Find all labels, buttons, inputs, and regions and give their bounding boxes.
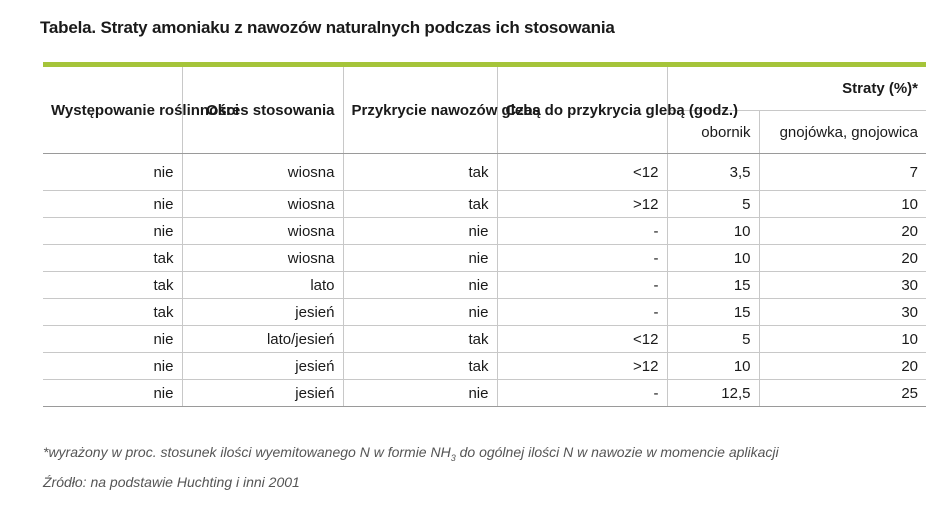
header-slurry: gnojówka, gnojowica xyxy=(759,111,926,154)
vegetation-cell: nie xyxy=(43,191,182,218)
table-row xyxy=(43,245,926,272)
slurry-cell: 30 xyxy=(759,299,926,326)
manure-cell: 5 xyxy=(667,191,759,218)
slurry-cell: 10 xyxy=(759,191,926,218)
cover-cell: nie xyxy=(343,299,497,326)
table-row xyxy=(43,272,926,299)
time-cell: >12 xyxy=(497,353,667,380)
slurry-cell: 10 xyxy=(759,326,926,353)
footnote-text: *wyrażony w proc. stosunek ilości wyemitowanego N w formie NH xyxy=(43,444,451,460)
table-row xyxy=(43,353,926,380)
slurry-cell: 20 xyxy=(759,218,926,245)
cover-cell: tak xyxy=(343,353,497,380)
period-cell: lato/jesień xyxy=(182,326,343,353)
cover-cell: nie xyxy=(343,245,497,272)
vegetation-cell: nie xyxy=(43,353,182,380)
cover-cell: nie xyxy=(343,272,497,299)
header-period: Okres stosowania xyxy=(182,67,343,154)
time-cell: >12 xyxy=(497,191,667,218)
manure-cell: 15 xyxy=(667,272,759,299)
time-cell: - xyxy=(497,380,667,407)
header-losses: Straty (%)* xyxy=(667,67,926,111)
manure-cell: 12,5 xyxy=(667,380,759,407)
vegetation-cell: tak xyxy=(43,299,182,326)
footnote-subscript: 3 xyxy=(450,452,456,463)
header-cover: Przykrycie nawozów glebą xyxy=(343,67,497,154)
header-manure: obornik xyxy=(667,111,759,154)
period-cell: jesień xyxy=(182,299,343,326)
vegetation-cell: tak xyxy=(43,245,182,272)
period-cell: wiosna xyxy=(182,154,343,191)
cover-cell: nie xyxy=(343,218,497,245)
manure-cell: 10 xyxy=(667,245,759,272)
cover-cell: tak xyxy=(343,191,497,218)
vegetation-cell: tak xyxy=(43,272,182,299)
manure-cell: 3,5 xyxy=(667,154,759,191)
slurry-cell: 25 xyxy=(759,380,926,407)
time-cell: <12 xyxy=(497,326,667,353)
manure-cell: 15 xyxy=(667,299,759,326)
period-cell: wiosna xyxy=(182,245,343,272)
footnote-text-end: do ogólnej ilości N w nawozie w momencie aplikacji xyxy=(455,444,779,460)
cover-cell: tak xyxy=(343,154,497,191)
vegetation-cell: nie xyxy=(43,326,182,353)
time-cell: - xyxy=(497,299,667,326)
period-cell: wiosna xyxy=(182,191,343,218)
period-cell: jesień xyxy=(182,353,343,380)
time-cell: - xyxy=(497,272,667,299)
vegetation-cell: nie xyxy=(43,218,182,245)
period-cell: wiosna xyxy=(182,218,343,245)
cover-cell: tak xyxy=(343,326,497,353)
vegetation-cell: nie xyxy=(43,154,182,191)
table-row xyxy=(43,218,926,245)
table-title: Tabela. Straty amoniaku z nawozów naturalnych podczas ich stosowania xyxy=(40,18,615,37)
time-cell: - xyxy=(497,245,667,272)
slurry-cell: 7 xyxy=(759,154,926,191)
table-row xyxy=(43,326,926,353)
header-time: Czas do przykrycia glebą (godz.) xyxy=(497,67,667,154)
time-cell: <12 xyxy=(497,154,667,191)
slurry-cell: 20 xyxy=(759,245,926,272)
table-body xyxy=(43,154,926,407)
slurry-cell: 30 xyxy=(759,272,926,299)
ammonia-losses-table xyxy=(43,67,926,407)
source-note: Źródło: na podstawie Huchting i inni 2001 xyxy=(43,474,300,490)
footnote xyxy=(43,444,779,463)
period-cell: jesień xyxy=(182,380,343,407)
table-row xyxy=(43,191,926,218)
table-row xyxy=(43,380,926,407)
header-vegetation: Występowanie roślinności xyxy=(43,67,182,154)
slurry-cell: 20 xyxy=(759,353,926,380)
period-cell: lato xyxy=(182,272,343,299)
table-row xyxy=(43,299,926,326)
manure-cell: 10 xyxy=(667,353,759,380)
time-cell: - xyxy=(497,218,667,245)
table-row xyxy=(43,154,926,191)
cover-cell: nie xyxy=(343,380,497,407)
vegetation-cell: nie xyxy=(43,380,182,407)
manure-cell: 10 xyxy=(667,218,759,245)
manure-cell: 5 xyxy=(667,326,759,353)
